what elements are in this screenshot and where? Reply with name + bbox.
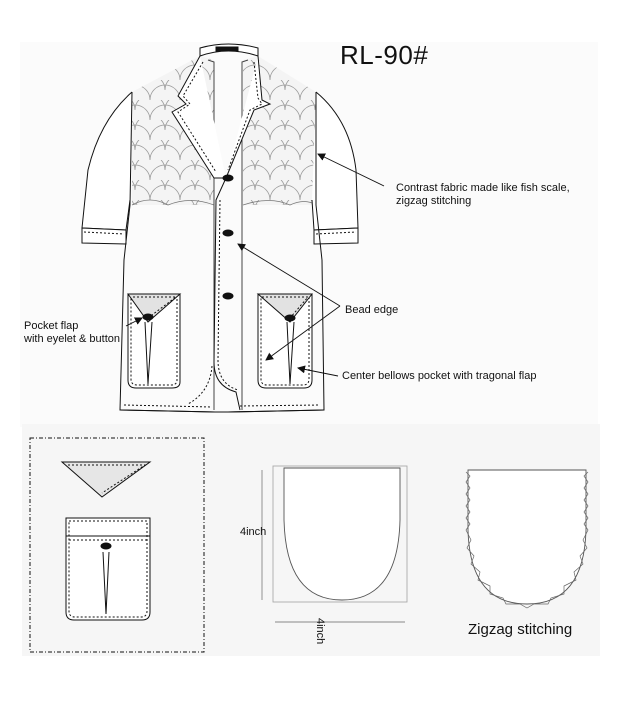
pattern-u-shape (284, 468, 400, 600)
pattern-height-label: 4inch (240, 526, 267, 538)
contrast-fabric-note (396, 182, 570, 208)
button-1 (223, 175, 233, 181)
pattern-width-label: 4inch (314, 618, 326, 645)
contrast-fabric-line-2: zigzag stitching (396, 195, 472, 207)
pocket-flap-line-2: with eyelet & button (24, 333, 121, 345)
style-number: RL-90# (340, 40, 429, 70)
pocket-flap-line-1: Pocket flap (24, 320, 79, 332)
button-3 (223, 293, 233, 299)
contrast-fabric-line-1: Contrast fabric made like fish scale, (396, 182, 570, 194)
pocket-flap-note (24, 320, 120, 346)
zigzag-stitching-label: Zigzag stitching (468, 621, 573, 638)
collar-loop (216, 47, 238, 51)
bead-edge-note: Bead edge (345, 304, 399, 316)
bellows-pocket-note: Center bellows pocket with tragonal flap (342, 370, 537, 382)
button-2 (223, 230, 233, 236)
